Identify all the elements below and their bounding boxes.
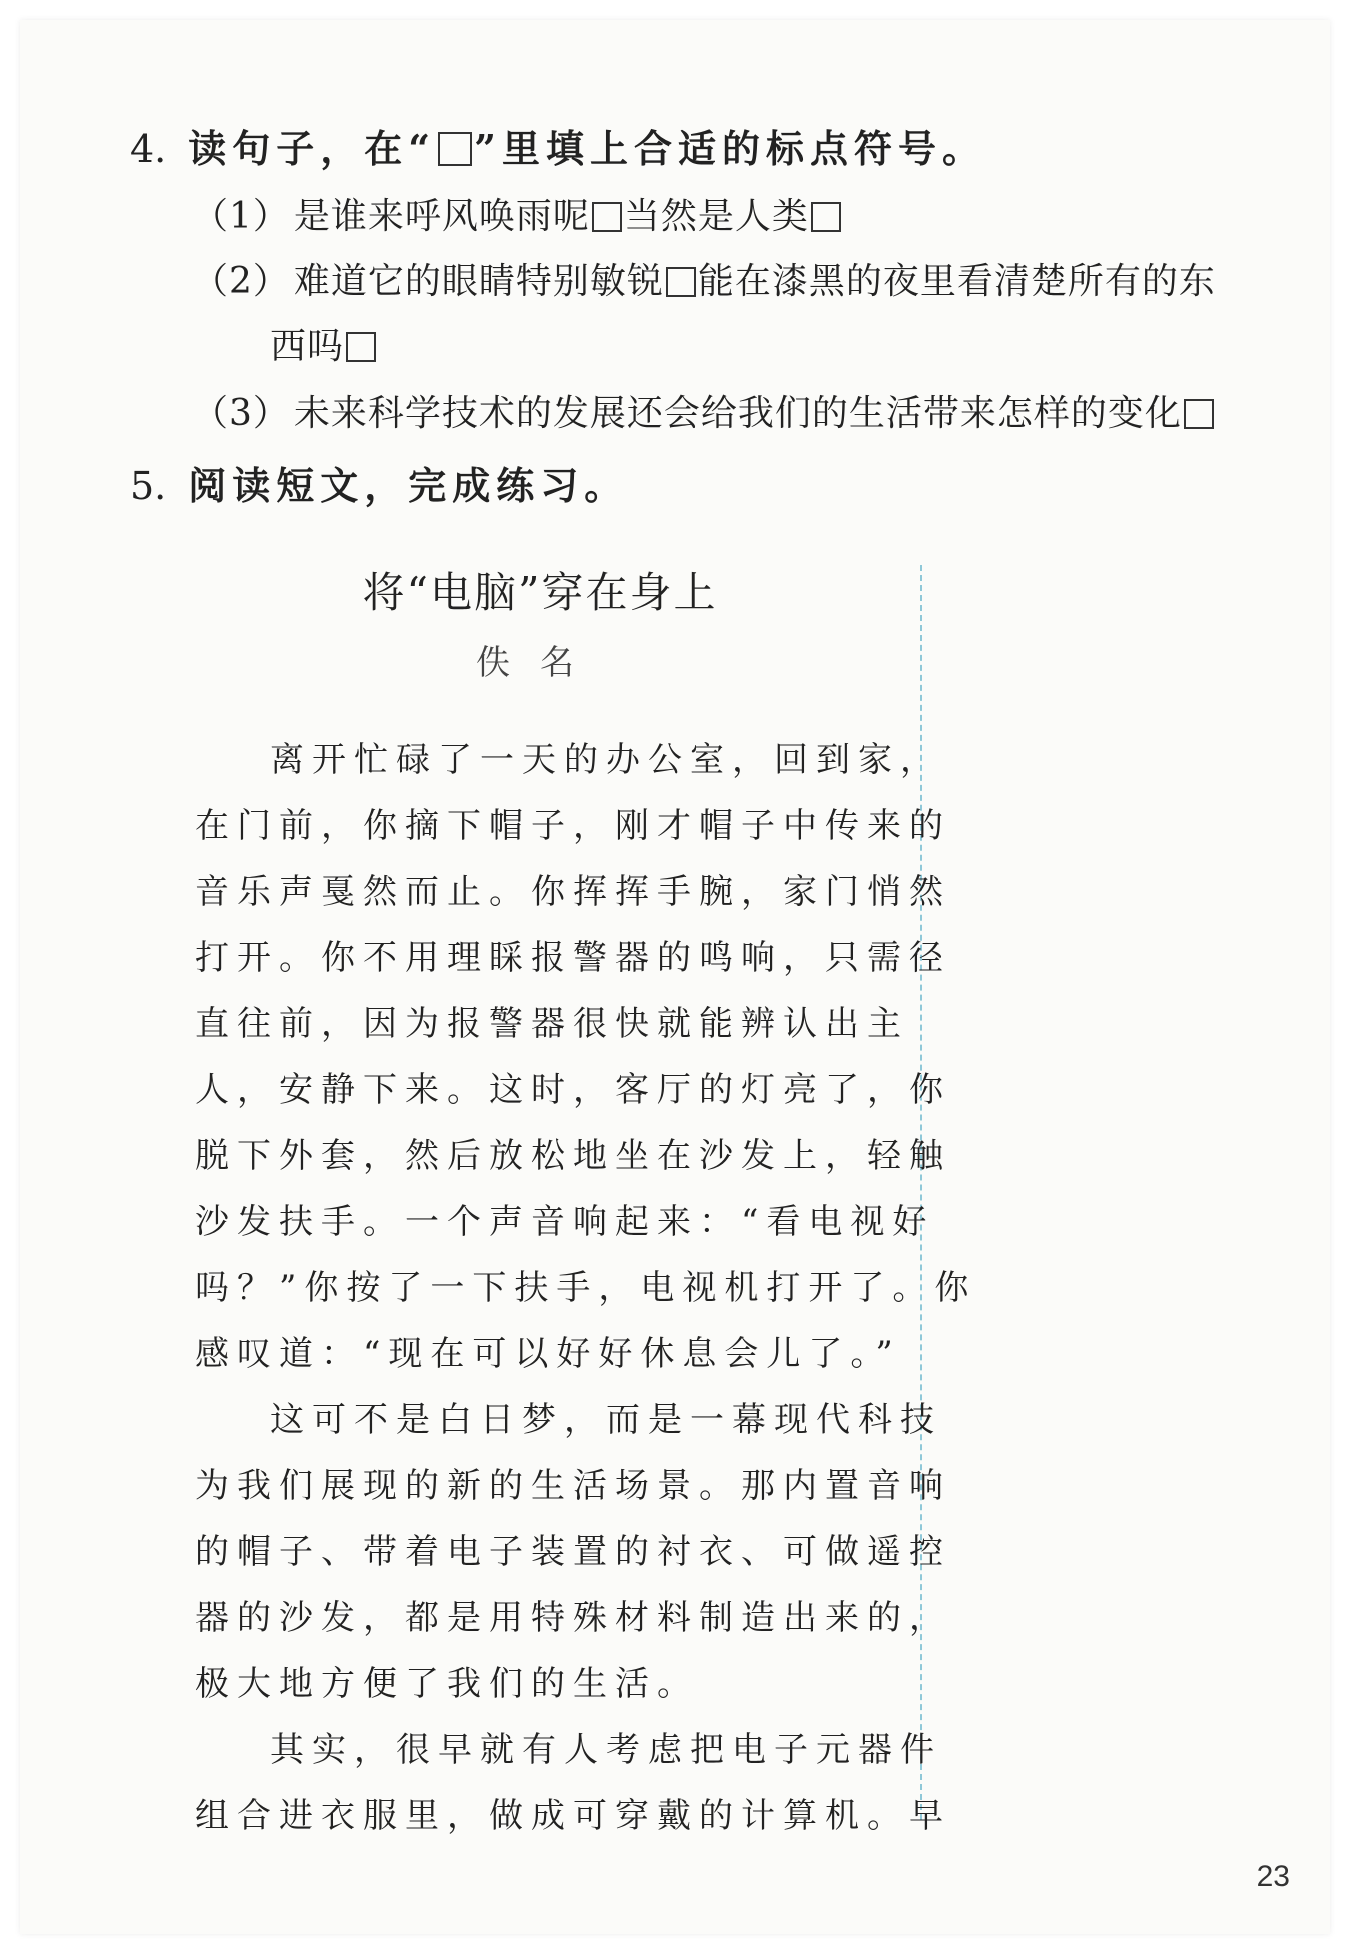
q4-item-1-text-a: 是谁来呼风唤雨呢 bbox=[293, 196, 590, 237]
q4-item-1-index: （1） bbox=[192, 196, 290, 237]
question-5-number: 5. bbox=[130, 464, 167, 508]
article-line: 沙发扶手。一个声音响起来：“看电视好 bbox=[195, 1202, 935, 1242]
q4-item-3-blank-1[interactable] bbox=[1184, 399, 1214, 429]
article-line: 为我们展现的新的生活场景。那内置音响 bbox=[195, 1466, 951, 1506]
question-4-title: 读句子，在“ bbox=[188, 126, 437, 171]
article-line: 其实，很早就有人考虑把电子元器件 bbox=[270, 1730, 942, 1770]
article-line: 人，安静下来。这时，客厅的灯亮了，你 bbox=[195, 1070, 951, 1110]
question-4-heading bbox=[130, 118, 986, 173]
article-line: 感叹道：“现在可以好好休息会儿了。” bbox=[195, 1334, 901, 1374]
q4-item-1-blank-1[interactable] bbox=[592, 202, 622, 232]
page-number: 23 bbox=[1256, 1860, 1290, 1893]
blank-box-icon bbox=[438, 132, 472, 166]
q4-item-2 bbox=[192, 253, 1216, 304]
article-line: 打开。你不用理睬报警器的鸣响，只需径 bbox=[195, 938, 951, 978]
article-line: 音乐声戛然而止。你挥挥手腕，家门悄然 bbox=[195, 872, 951, 912]
article-line: 组合进衣服里，做成可穿戴的计算机。早 bbox=[195, 1796, 951, 1836]
article-line: 在门前，你摘下帽子，刚才帽子中传来的 bbox=[195, 806, 951, 846]
article-line: 直往前，因为报警器很快就能辨认出主 bbox=[195, 1004, 909, 1044]
q4-item-3-index: （3） bbox=[192, 393, 290, 434]
article-line: 极大地方便了我们的生活。 bbox=[195, 1664, 699, 1704]
article-line: 的帽子、带着电子装置的衬衣、可做遥控 bbox=[195, 1532, 951, 1572]
article-author: 佚名 bbox=[476, 643, 604, 683]
q4-item-1-blank-2[interactable] bbox=[811, 202, 841, 232]
q4-item-2-text-a: 难道它的眼睛特别敏锐 bbox=[293, 261, 664, 302]
q4-item-3 bbox=[192, 385, 1216, 436]
question-4-number: 4. bbox=[130, 127, 167, 171]
q4-item-2-continued bbox=[270, 318, 378, 369]
article-line: 脱下外套，然后放松地坐在沙发上，轻触 bbox=[195, 1136, 951, 1176]
q4-item-3-text-a: 未来科学技术的发展还会给我们的生活带来怎样的变化 bbox=[293, 393, 1182, 434]
article-line: 离开忙碌了一天的办公室，回到家， bbox=[270, 740, 942, 780]
q4-item-2-blank-2[interactable] bbox=[346, 332, 376, 362]
article-line: 这可不是白日梦，而是一幕现代科技 bbox=[270, 1400, 942, 1440]
article-line: 吗？”你按了一下扶手，电视机打开了。你 bbox=[195, 1268, 977, 1308]
q4-item-2-text-b: 能在漆黑的夜里看清楚所有的东 bbox=[697, 261, 1216, 302]
q4-item-2-blank-1[interactable] bbox=[666, 267, 696, 297]
q4-item-2-text-c: 西吗 bbox=[270, 326, 345, 367]
question-4-title-end: ”里填上合适的标点符号。 bbox=[474, 126, 986, 171]
q4-item-1 bbox=[192, 188, 843, 239]
question-5-title: 阅读短文，完成练习。 bbox=[188, 463, 629, 508]
article-title: 将“电脑”穿在身上 bbox=[362, 568, 718, 617]
q4-item-2-index: （2） bbox=[192, 261, 290, 302]
q4-item-1-text-b: 当然是人类 bbox=[623, 196, 809, 237]
article-line: 器的沙发，都是用特殊材料制造出来的， bbox=[195, 1598, 951, 1638]
question-5-heading bbox=[130, 455, 628, 510]
